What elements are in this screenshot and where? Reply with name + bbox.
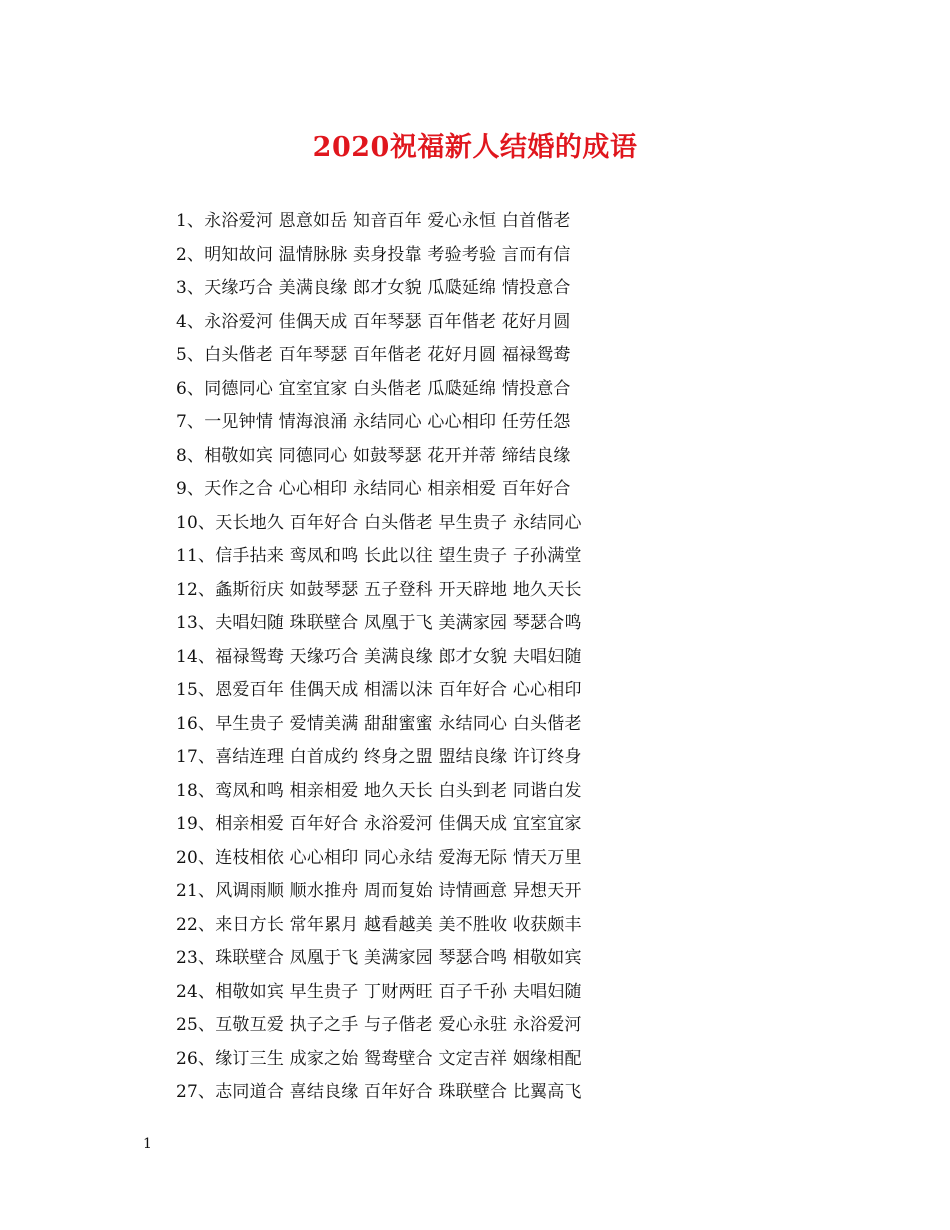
list-item: 4、永浴爱河 佳偶天成 百年琴瑟 百年偕老 花好月圆 [176, 311, 571, 332]
document-title: 2020祝福新人结婚的成语 [312, 132, 638, 163]
page-number: 1 [143, 1136, 152, 1152]
list-item: 14、福禄鸳鸯 天缘巧合 美满良缘 郎才女貌 夫唱妇随 [176, 646, 582, 667]
list-item: 8、相敬如宾 同德同心 如鼓琴瑟 花开并蒂 缔结良缘 [176, 445, 571, 466]
list-item: 13、夫唱妇随 珠联壁合 凤凰于飞 美满家园 琴瑟合鸣 [176, 613, 582, 633]
list-item: 23、珠联壁合 凤凰于飞 美满家园 琴瑟合鸣 相敬如宾 [176, 948, 582, 968]
list-item: 10、天长地久 百年好合 白头偕老 早生贵子 永结同心 [176, 512, 582, 533]
list-item: 26、缘订三生 成家之始 鸳鸯壁合 文定吉祥 姻缘相配 [176, 1048, 582, 1069]
list-item: 27、志同道合 喜结良缘 百年好合 珠联壁合 比翼高飞 [176, 1082, 582, 1102]
list-item: 12、螽斯衍庆 如鼓琴瑟 五子登科 开天辟地 地久天长 [176, 579, 582, 600]
list-item: 21、风调雨顺 顺水推舟 周而复始 诗情画意 异想天开 [176, 881, 582, 901]
list-item: 5、白头偕老 百年琴瑟 百年偕老 花好月圆 福禄鸳鸯 [176, 345, 571, 365]
list-item: 7、一见钟情 情海浪涌 永结同心 心心相印 任劳任怨 [176, 412, 571, 432]
list-item: 24、相敬如宾 早生贵子 丁财两旺 百子千孙 夫唱妇随 [176, 981, 582, 1002]
list-item: 18、鸾凤和鸣 相亲相爱 地久天长 白头到老 同谐白发 [176, 780, 582, 801]
idiom-list [176, 205, 796, 1110]
list-item: 25、互敬互爱 执子之手 与子偕老 爱心永驻 永浴爱河 [176, 1015, 582, 1035]
list-item: 1、永浴爱河 恩意如岳 知音百年 爱心永恒 白首偕老 [176, 211, 571, 231]
list-item: 15、恩爱百年 佳偶天成 相濡以沫 百年好合 心心相印 [176, 680, 582, 700]
list-item: 6、同德同心 宜室宜家 白头偕老 瓜瓞延绵 情投意合 [176, 378, 571, 399]
list-item: 2、明知故问 温情脉脉 卖身投靠 考验考验 言而有信 [176, 244, 571, 265]
list-item: 11、信手拈来 鸾凤和鸣 长此以往 望生贵子 子孙满堂 [176, 546, 582, 566]
list-item: 17、喜结连理 白首成约 终身之盟 盟结良缘 许订终身 [176, 747, 582, 767]
list-item: 19、相亲相爱 百年好合 永浴爱河 佳偶天成 宜室宜家 [176, 814, 582, 834]
list-item: 22、来日方长 常年累月 越看越美 美不胜收 收获颇丰 [176, 914, 582, 935]
list-item: 20、连枝相依 心心相印 同心永结 爱海无际 情天万里 [176, 847, 582, 868]
list-item: 3、天缘巧合 美满良缘 郎才女貌 瓜瓞延绵 情投意合 [176, 278, 571, 298]
list-item: 16、早生贵子 爱情美满 甜甜蜜蜜 永结同心 白头偕老 [176, 713, 582, 734]
list-item: 9、天作之合 心心相印 永结同心 相亲相爱 百年好合 [176, 479, 571, 499]
